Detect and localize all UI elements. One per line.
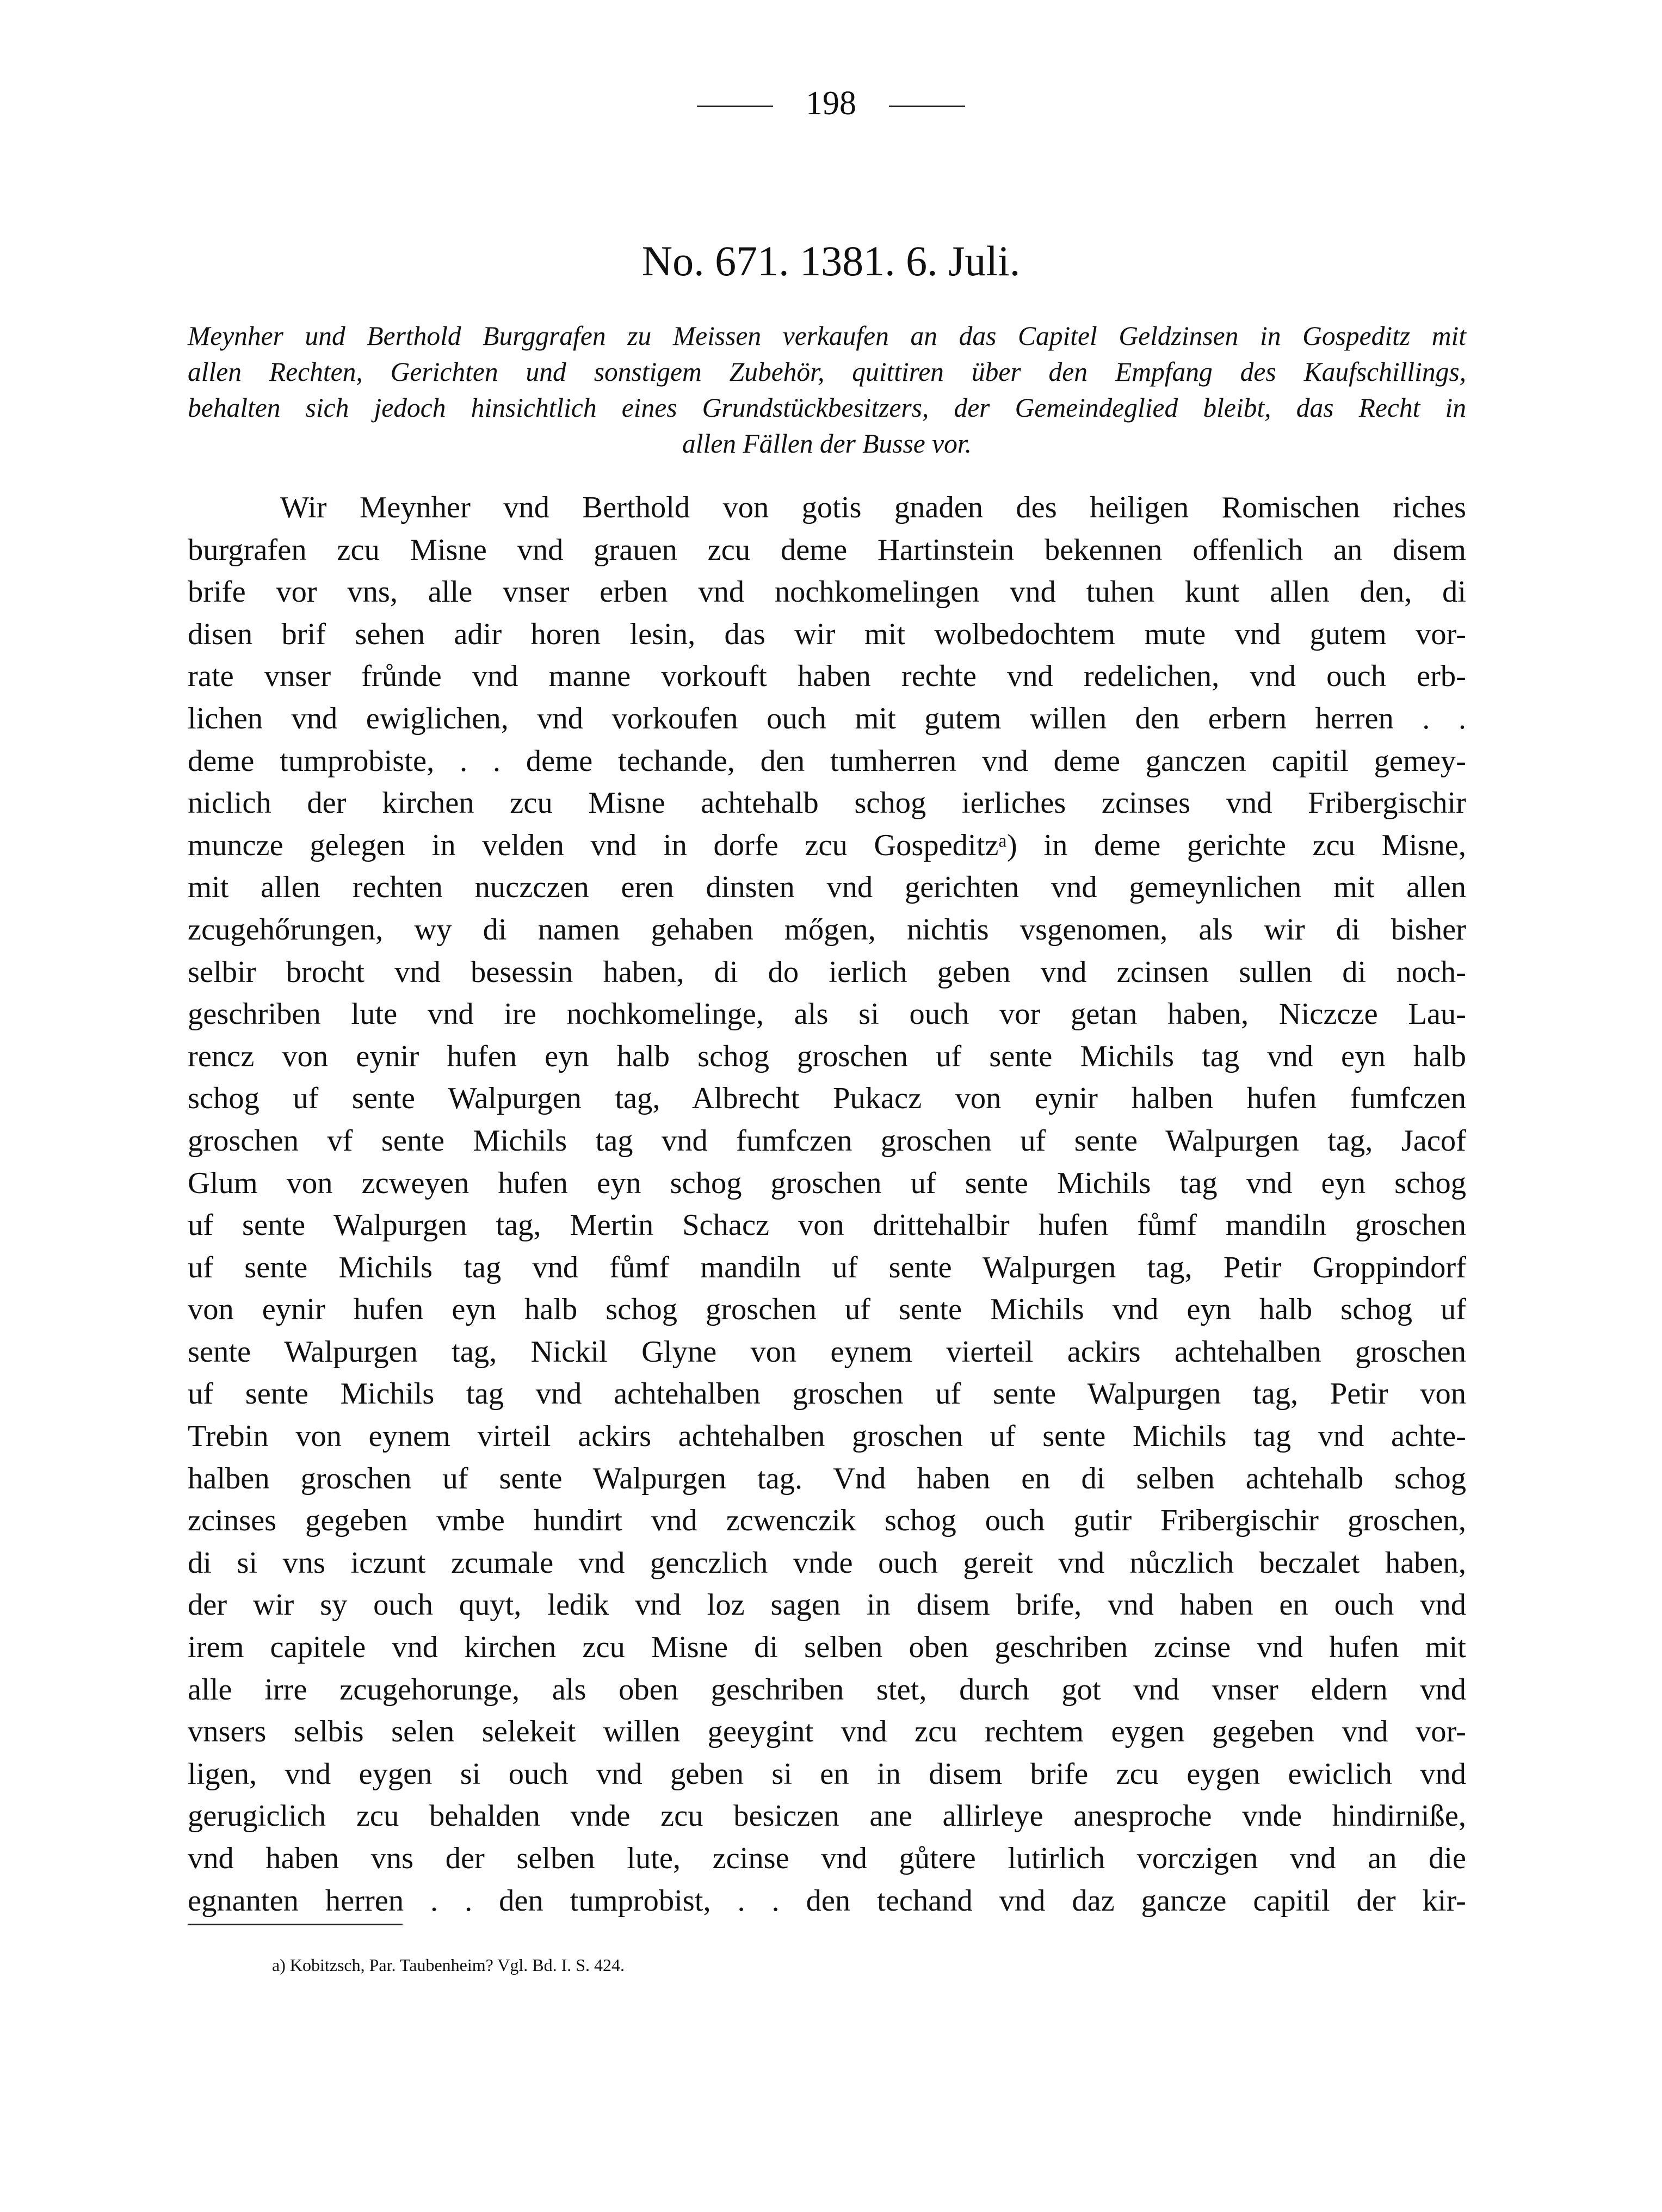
page-number-value: 198 — [806, 85, 856, 122]
charter-line: schog uf sente Walpurgen tag, Albrecht Pukacz von eynir halben hufen fumfczen — [188, 1082, 1466, 1116]
charter-line: Wir Meynher vnd Berthold von gotis gnaden des heiligen Romischen riches — [280, 491, 1466, 524]
charter-line: rencz von eynir hufen eyn halb schog groschen uf sente Michils tag vnd eyn halb — [188, 1039, 1466, 1073]
charter-line: alle irre zcugehorunge, als oben geschriben stet, durch got vnd vnser eldern vnd — [188, 1672, 1466, 1707]
charter-line: Glum von zcweyen hufen eyn schog groschen uf sente Michils tag vnd eyn schog — [188, 1166, 1466, 1200]
charter-line: der wir sy ouch quyt, ledik vnd loz sagen in disem brife, vnd haben en ouch vnd — [188, 1588, 1466, 1622]
charter-line: sente Walpurgen tag, Nickil Glyne von eynem vierteil ackirs achtehalben groschen — [188, 1334, 1466, 1369]
charter-line: halben groschen uf sente Walpurgen tag. Vnd haben en di selben achtehalb schog — [188, 1461, 1466, 1496]
charter-line: di si vns iczunt zcumale vnd genczlich vnde ouch gereit vnd nůczlich beczalet haben, — [188, 1546, 1466, 1580]
page-number-right-dash — [889, 106, 965, 107]
footnote-divider — [188, 1924, 403, 1925]
charter-line: gerugiclich zcu behalden vnde zcu besiczen ane allirleye anesproche vnde hindirniße, — [188, 1799, 1466, 1833]
charter-line: vnd haben vns der selben lute, zcinse vnd gůtere lutirlich vorczigen vnd an die — [188, 1842, 1466, 1875]
footnote: a) Kobitzsch, Par. Taubenheim? Vgl. Bd. I. S. 424. — [272, 1955, 625, 1975]
regest-line: behalten sich jedoch hinsichtlich eines Grundstückbesitzers, der Gemeindeglied bleibt, das Recht in — [188, 393, 1466, 423]
charter-line: selbir brocht vnd besessin haben, di do ierlich geben vnd zcinsen sullen di noch- — [188, 955, 1466, 989]
charter-line: uf sente Michils tag vnd fůmf mandiln uf sente Walpurgen tag, Petir Groppindorf — [188, 1250, 1466, 1284]
charter-line: brife vor vns, alle vnser erben vnd nochkomelingen vnd tuhen kunt allen den, di — [188, 575, 1466, 609]
charter-line: zcinses gegeben vmbe hundirt vnd zcwenczik schog ouch gutir Fribergischir groschen, — [188, 1504, 1466, 1538]
charter-line: Trebin von eynem virteil ackirs achtehalben groschen uf sente Michils tag vnd achte- — [188, 1419, 1466, 1454]
charter-line: mit allen rechten nuczczen eren dinsten vnd gerichten vnd gemeynlichen mit allen — [188, 870, 1466, 905]
charter-line: rate vnser frůnde vnd manne vorkouft haben rechte vnd redelichen, vnd ouch erb- — [188, 659, 1466, 694]
charter-line: vnsers selbis selen selekeit willen geeygint vnd zcu rechtem eygen gegeben vnd vor- — [188, 1715, 1466, 1749]
regest-line: Meynher und Berthold Burggrafen zu Meissen verkaufen an das Capitel Geldzinsen in Gospeditz mit — [188, 321, 1466, 351]
charter-line: deme tumprobiste, . . deme techande, den tumherren vnd deme ganczen capitil gemey- — [188, 744, 1466, 778]
document-heading: No. 671. 1381. 6. Juli. — [641, 237, 1021, 285]
page-number — [0, 82, 1662, 125]
charter-line: egnanten herren . . den tumprobist, . . den techand vnd daz gancze capitil der kir- — [188, 1883, 1466, 1918]
charter-line: irem capitele vnd kirchen zcu Misne di selben oben geschriben zcinse vnd hufen mit — [188, 1630, 1466, 1665]
charter-line: lichen vnd ewiglichen, vnd vorkoufen ouch mit gutem willen den erbern herren . . — [188, 701, 1466, 736]
charter-line: niclich der kirchen zcu Misne achtehalb schog ierliches zcinses vnd Fribergischir — [188, 786, 1466, 820]
charter-line: groschen vf sente Michils tag vnd fumfczen groschen uf sente Walpurgen tag, Jacof — [188, 1123, 1466, 1158]
regest-summary — [188, 318, 1466, 462]
charter-text — [188, 487, 1466, 1922]
charter-line: disen brif sehen adir horen lesin, das wir mit wolbedochtem mute vnd gutem vor- — [188, 617, 1466, 651]
charter-line: zcugehőrungen, wy di namen gehaben mőgen, nichtis vsgenomen, als wir di bisher — [188, 912, 1466, 947]
charter-line: von eynir hufen eyn halb schog groschen uf sente Michils vnd eyn halb schog uf — [188, 1293, 1466, 1327]
charter-line: ligen, vnd eygen si ouch vnd geben si en in disem brife zcu eygen ewiclich vnd — [188, 1757, 1466, 1791]
charter-line: geschriben lute vnd ire nochkomelinge, als si ouch vor getan haben, Niczcze Lau- — [188, 997, 1466, 1031]
page-number-left-dash — [697, 106, 773, 107]
charter-line: burgrafen zcu Misne vnd grauen zcu deme Hartinstein bekennen offenlich an disem — [188, 533, 1466, 567]
regest-line: allen Rechten, Gerichten und sonstigem Zubehör, quittiren über den Empfang des Kaufschillings, — [188, 357, 1466, 387]
charter-line: muncze gelegen in velden vnd in dorfe zcu Gospeditzᵃ) in deme gerichte zcu Misne, — [188, 828, 1466, 862]
regest-line: allen Fällen der Busse vor. — [682, 429, 972, 459]
charter-line: uf sente Michils tag vnd achtehalben groschen uf sente Walpurgen tag, Petir von — [188, 1377, 1466, 1411]
charter-line: uf sente Walpurgen tag, Mertin Schacz von drittehalbir hufen fůmf mandiln groschen — [188, 1208, 1466, 1243]
